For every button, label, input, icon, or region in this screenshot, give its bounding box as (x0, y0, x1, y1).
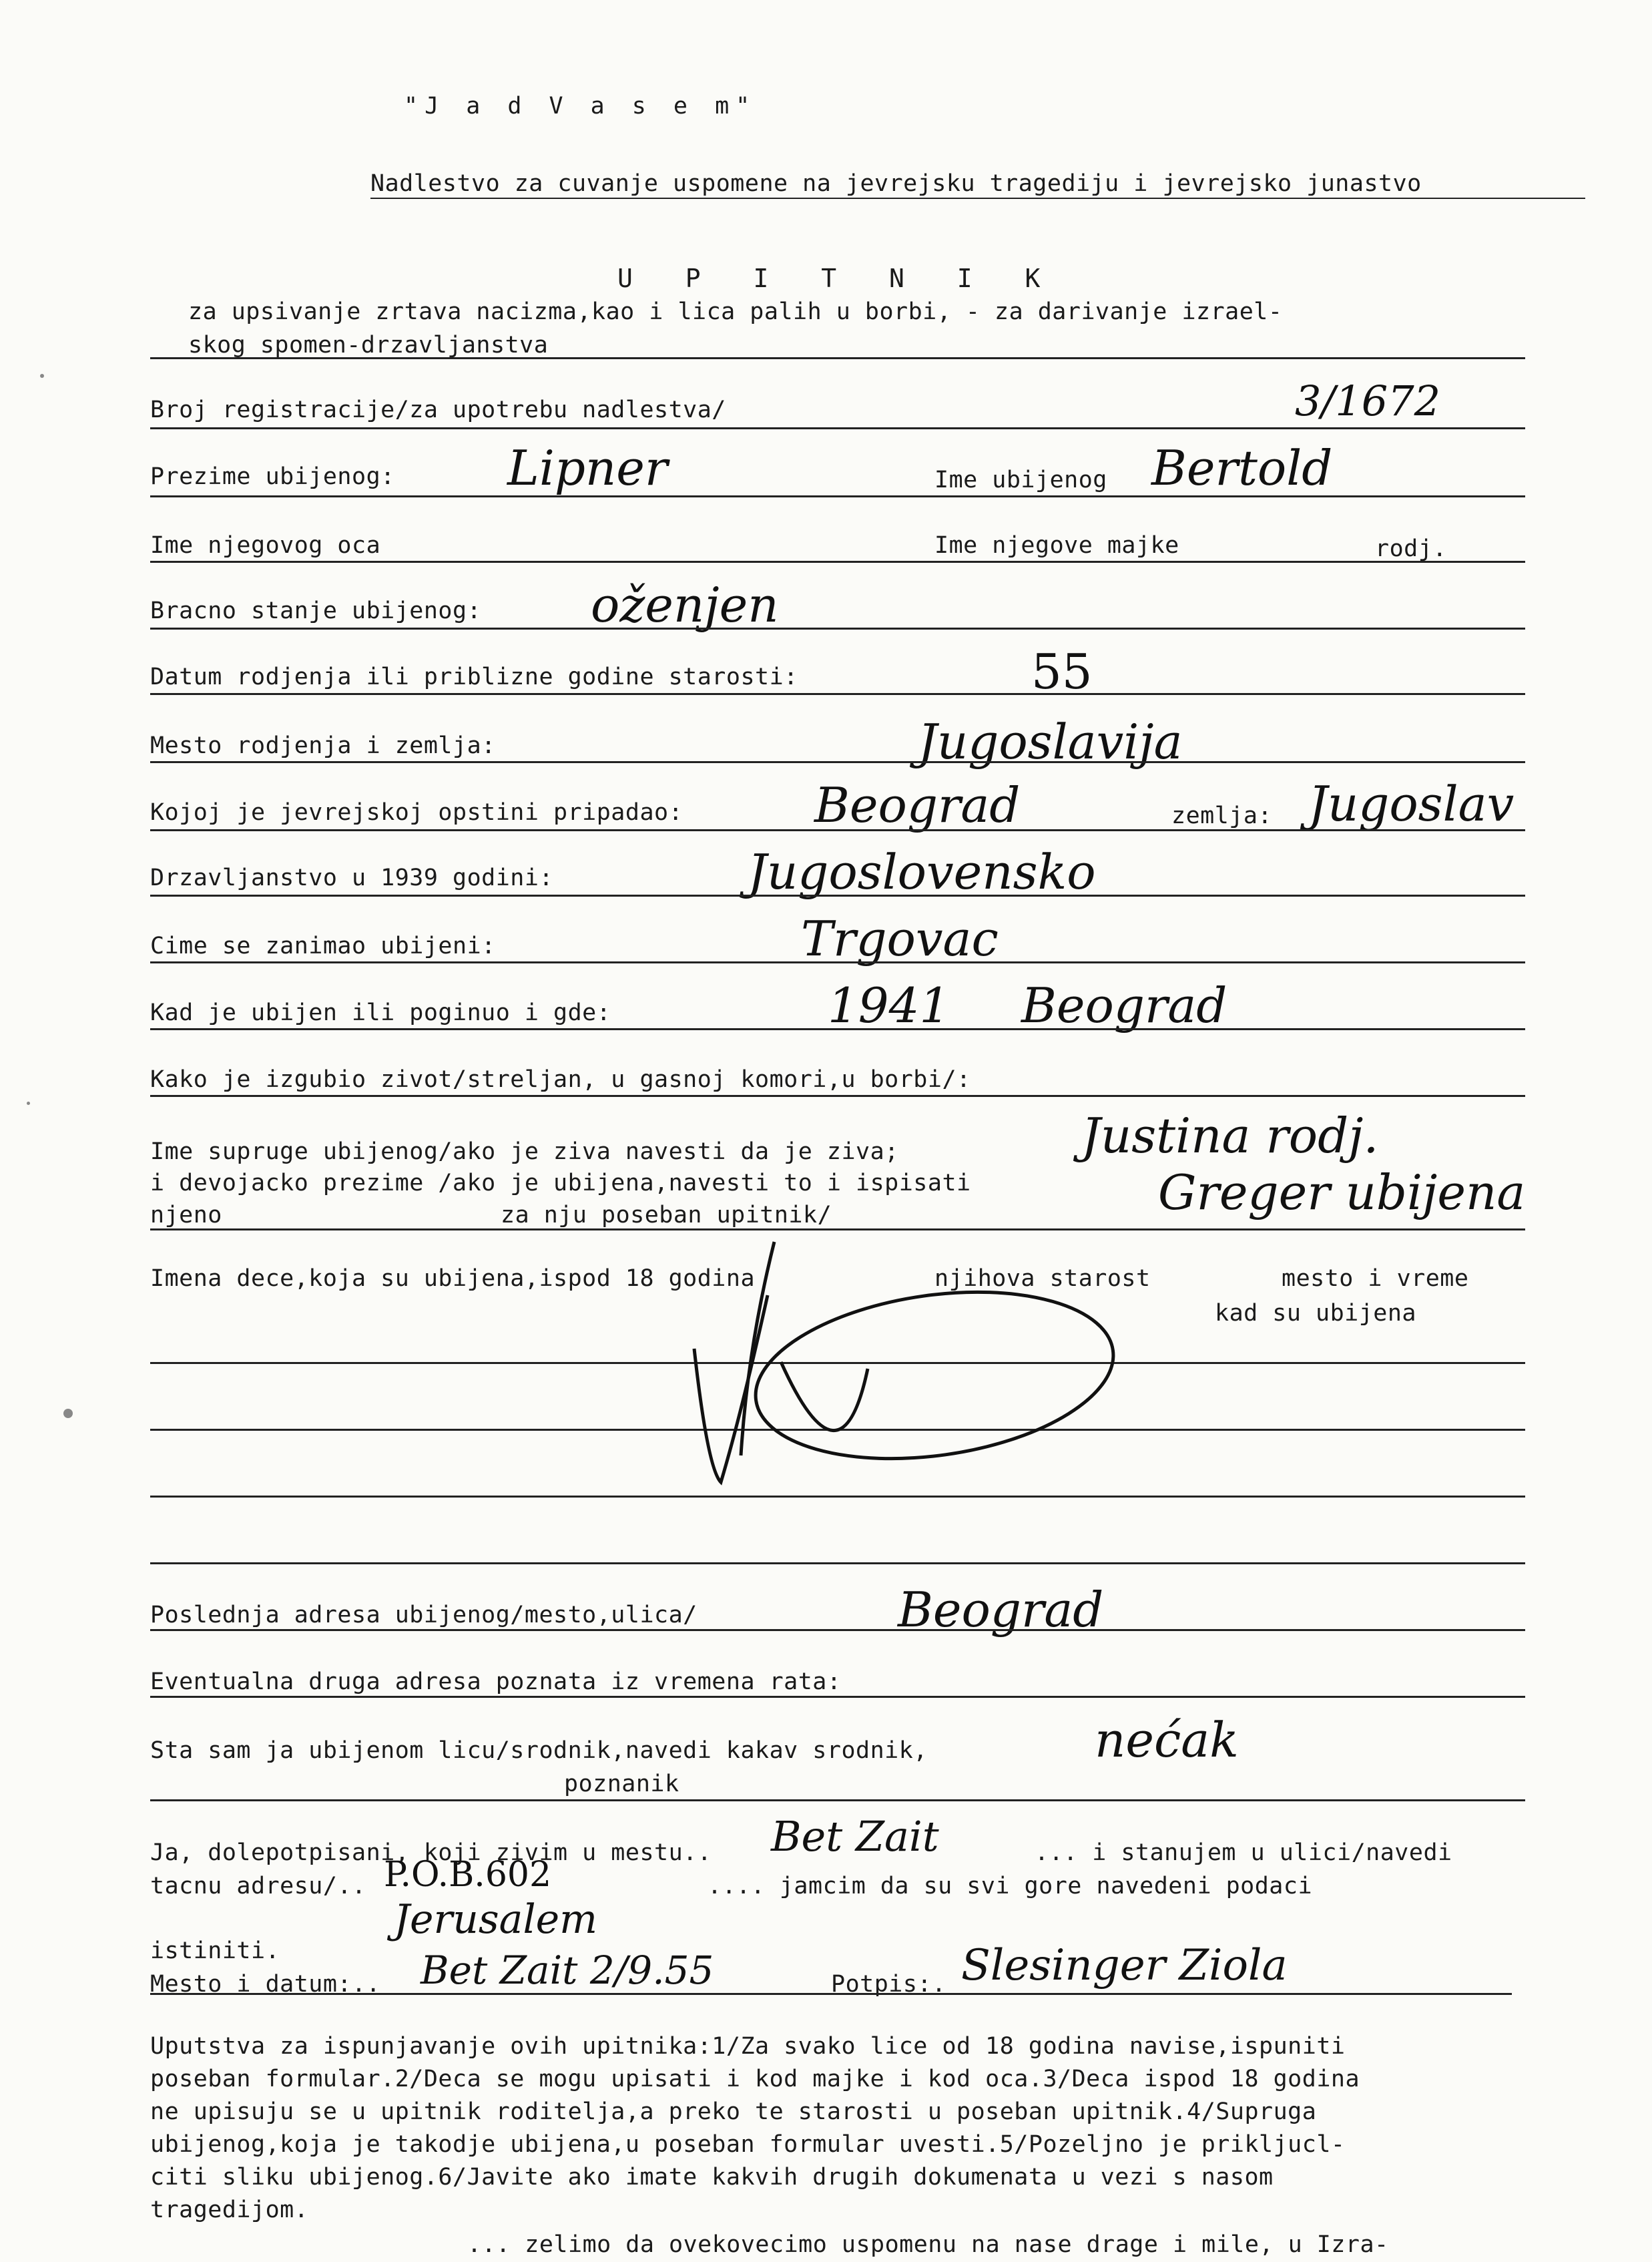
rule-last-address (150, 1629, 1525, 1631)
declaration-address: P.O.B.602 (384, 1855, 552, 1895)
rule-title (150, 357, 1525, 359)
declaration-line1-b: ... i stanujem u ulici/navedi (1035, 1839, 1452, 1866)
mother-born-label: rodj. (1375, 535, 1447, 562)
registration-value: 3/1672 (1295, 377, 1441, 425)
country-label: zemlja: (1171, 803, 1273, 829)
scan-speck (27, 1102, 30, 1105)
spouse-value-line1: Justina rodj. (1081, 1108, 1379, 1164)
rule-relation (150, 1799, 1525, 1801)
occupation-label: Cime se zanimao ubijeni: (150, 933, 496, 959)
birthplace-label: Mesto rodjenja i zemlja: (150, 732, 496, 759)
cross-out-mark (667, 1215, 1135, 1509)
rule-parents (150, 561, 1525, 563)
death-label: Kad je ubijen ili poginuo i gde: (150, 999, 611, 1026)
declaration-line2-a: tacnu adresu/.. (150, 1873, 366, 1899)
children-age-label: njihova starost (934, 1265, 1151, 1292)
death-year-value: 1941 (828, 977, 950, 1034)
rule-how (150, 1095, 1525, 1097)
last-address-label: Poslednja adresa ubijenog/mesto,ulica/ (150, 1602, 698, 1628)
citizenship-value: Jugoslovensko (748, 844, 1096, 900)
rule-birthplace (150, 761, 1525, 763)
relation-label-line2: poznanik (564, 1771, 679, 1797)
scan-speck (63, 1409, 73, 1418)
place-date-value: Bet Zait 2/9.55 (421, 1948, 714, 1993)
rule-registration (150, 427, 1525, 429)
rule-marital (150, 628, 1525, 630)
org-name: "J a d V a s e m" (404, 93, 757, 120)
declaration-city-handwritten: Jerusalem (394, 1896, 598, 1943)
signature-label: Potpis:. (831, 1971, 946, 1998)
form-title: U P I T N I K (617, 264, 1059, 293)
surname-value: Lipner (507, 440, 668, 496)
rule-signature (150, 1993, 1512, 1995)
instructions-line2: poseban formular.2/Deca se mogu upisati i kod majke i kod oca.3/Deca ispod 18 godina (150, 2066, 1360, 2092)
rule-occupation (150, 961, 1525, 963)
instructions-line7: ... zelimo da ovekovecimo uspomenu na nase drage i mile, u Izra- (467, 2231, 1389, 2258)
registration-label: Broj registracije/za upotrebu nadlestva/ (150, 397, 726, 423)
children-place-label: mesto i vreme (1282, 1265, 1469, 1292)
children-label: Imena dece,koja su ubijena,ispod 18 godina (150, 1265, 756, 1292)
marital-value: oženjen (591, 577, 779, 633)
form-purpose-line2: skog spomen-drzavljanstva (188, 332, 549, 359)
spouse-label-line3: njeno (150, 1202, 222, 1228)
country-value: Jugoslav (1308, 776, 1515, 832)
place-date-label: Mesto i datum:.. (150, 1971, 381, 1998)
marital-label: Bracno stanje ubijenog: (150, 598, 482, 624)
surname-label: Prezime ubijenog: (150, 463, 395, 490)
rule-other-address (150, 1696, 1525, 1698)
org-subtitle: Nadlestvo za cuvanje uspomene na jevrejsku tragediju i jevrejsko junastvo (370, 170, 1422, 197)
declaration-place: Bet Zait (771, 1812, 939, 1861)
rule-surname (150, 495, 1525, 497)
instructions-line5: citi sliku ubijenog.6/Javite ako imate kakvih drugih dokumenata u vezi s nasom (150, 2164, 1274, 2191)
instructions-line6: tragedijom. (150, 2197, 309, 2223)
last-address-value: Beograd (898, 1582, 1104, 1638)
declaration-line1-a: Ja, dolepotpisani, koji zivim u mestu.. (150, 1839, 712, 1866)
spouse-label-line2: i devojacko prezime /ako je ubijena,navesti to i ispisati (150, 1170, 971, 1196)
birthplace-value: Jugoslavija (918, 714, 1183, 770)
spouse-label-line1: Ime supruge ubijenog/ako je ziva navesti da je ziva; (150, 1138, 899, 1165)
declaration-line3: istiniti. (150, 1938, 280, 1964)
death-place-value: Beograd (1021, 977, 1227, 1034)
rule-citizenship (150, 895, 1525, 897)
rule-birth (150, 693, 1525, 695)
subtitle-underline (370, 198, 1585, 199)
spouse-label-line3b: za nju poseban upitnik/ (501, 1202, 832, 1228)
citizenship-label: Drzavljanstvo u 1939 godini: (150, 865, 554, 891)
occupation-value: Trgovac (801, 911, 999, 967)
relation-value: nećak (1095, 1712, 1239, 1768)
first-name-value: Bertold (1151, 440, 1333, 496)
instructions-line3: ne upisuju se u upitnik roditelja,a preko te starosti u poseban upitnik.4/Supruga (150, 2098, 1317, 2125)
rule-death (150, 1028, 1525, 1030)
community-value: Beograd (814, 777, 1021, 833)
father-label: Ime njegovog oca (150, 532, 381, 559)
first-name-label: Ime ubijenog (934, 467, 1107, 493)
form-purpose-line1: za upsivanje zrtava nacizma,kao i lica palih u borbi, - za darivanje izrael- (188, 298, 1283, 325)
spouse-value-line2: Greger ubijena (1158, 1164, 1526, 1220)
scan-speck (40, 374, 44, 378)
other-address-label: Eventualna druga adresa poznata iz vremena rata: (150, 1668, 842, 1695)
rule-community (150, 829, 1525, 831)
relation-label-line1: Sta sam ja ubijenom licu/srodnik,navedi kakav srodnik, (150, 1737, 928, 1764)
instructions-line1: Uputstva za ispunjavanje ovih upitnika:1/Za svako lice od 18 godina navise,ispuniti (150, 2033, 1346, 2060)
mother-label: Ime njegove majke (934, 532, 1179, 559)
instructions-line4: ubijenog,koja je takodje ubijena,u poseban formular uvesti.5/Pozeljno je prikljucl- (150, 2131, 1346, 2158)
children-place-label2: kad su ubijena (1215, 1300, 1417, 1327)
rule-children-4 (150, 1562, 1525, 1564)
signature-value: Slesinger Ziola (961, 1941, 1288, 1990)
birth-label: Datum rodjenja ili priblizne godine starosti: (150, 664, 798, 690)
declaration-line2-b: .... jamcim da su svi gore navedeni podaci (708, 1873, 1313, 1899)
birth-value: 55 (1031, 644, 1093, 700)
community-label: Kojoj je jevrejskoj opstini pripadao: (150, 799, 683, 826)
how-label: Kako je izgubio zivot/streljan, u gasnoj komori,u borbi/: (150, 1066, 971, 1093)
